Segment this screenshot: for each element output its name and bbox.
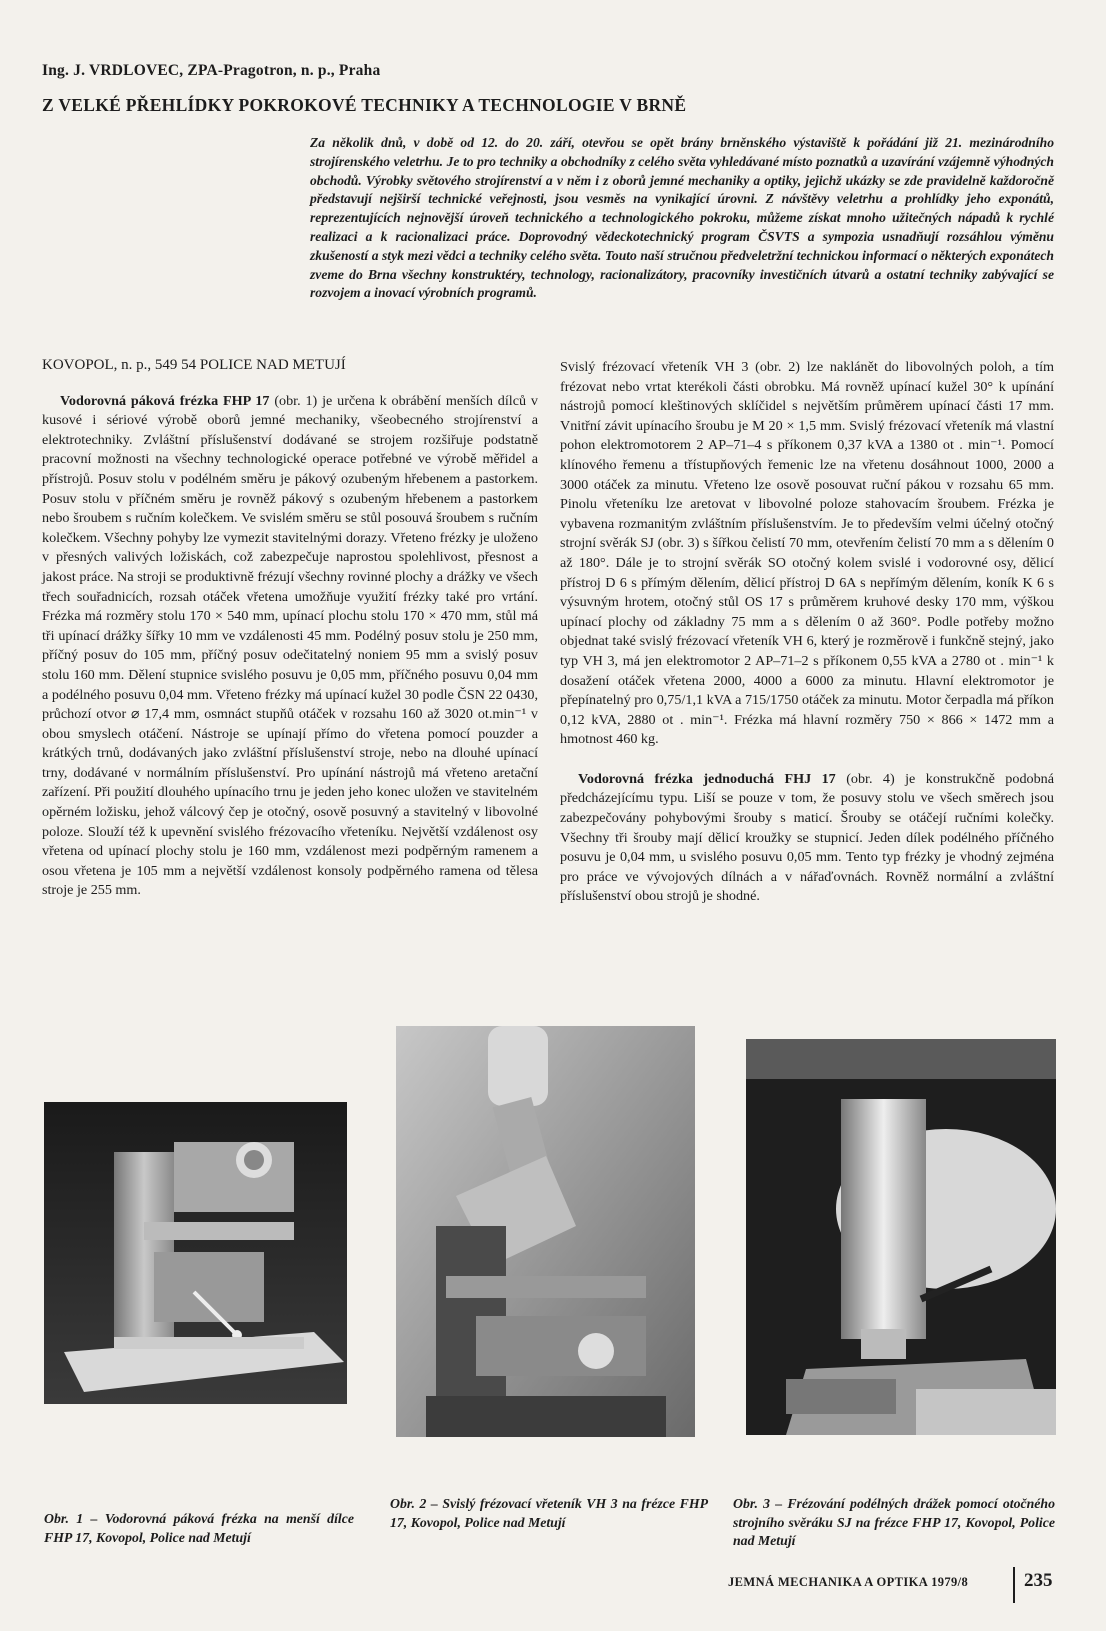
journal-footer: JEMNÁ MECHANIKA A OPTIKA 1979/8 xyxy=(728,1575,969,1589)
figure-2-photo xyxy=(396,1026,695,1437)
right-paragraph-2-text: (obr. 4) je konstrukčně podobná předcházejícímu typu. Liší se pouze v tom, že posuvy stolu ve všech směrech jsou zabezpečovány pohybovými šrouby s maticí. Šrouby se otáčejí ručními kolečky. Všechny tři šrouby mají dělicí kroužky se stupnicí. Jeden dílek podélného příčného posuvu je 0,04 mm, u svislého posuvu 0,05 mm. Tento typ frézky je vhodný zejména pro práce ve vývojových dílnách a v nářaďovnách. Rovněž normální a zvláštní příslušenství obou strojů je shodné. xyxy=(560,770,1054,905)
article-title: Z VELKÉ PŘEHLÍDKY POKROKOVÉ TECHNIKY A TECHNOLOGIE V BRNĚ xyxy=(42,95,687,115)
right-column xyxy=(560,358,1054,907)
figure-3-photo xyxy=(746,1039,1056,1435)
footer-divider xyxy=(1013,1567,1015,1603)
milling-machine-photo-2 xyxy=(396,1026,695,1437)
product-name-fhj17: Vodorovná frézka jednoduchá FHJ 17 xyxy=(578,770,836,787)
figure-2-caption: Obr. 2 – Svislý frézovací vřeteník VH 3 na frézce FHP 17, Kovopol, Police nad Metují xyxy=(390,1496,708,1530)
left-paragraph xyxy=(42,392,538,901)
left-column xyxy=(42,356,538,901)
author-line: Ing. J. VRDLOVEC, ZPA-Pragotron, n. p., Praha xyxy=(42,62,381,79)
right-paragraph-2 xyxy=(560,770,1054,907)
figure-1-photo xyxy=(44,1102,347,1404)
right-paragraph-1: Svislý frézovací vřeteník VH 3 (obr. 2) lze naklánět do libovolných poloh, a tím frézovat nebo vrtat kterékoli části obrobku. Má rovněž upínací kužel 30° k upínání nástrojů pomocí kleštinových sklíčidel s největším průměrem upínací části 17 mm. Vnitřní závit upínacího šroubu je M 20 × 1,5 mm. Svislý frézovací vřeteník má vlastní pohon elektromotorem 2 AP–71–4 s příkonem 0,37 kVA a 1380 ot . min⁻¹. Pomocí klínového řemenu a třístupňových řemenic lze na vřetenu dosáhnout 1000, 2000 a 3000 otáček za minutu. Vřeteno lze osově posouvat ruční pákou v rozsahu 65 mm. Pinolu vřeteníku lze aretovat v libovolné poloze stahovacím šroubem. Frézka je vybavena rozmanitým zvláštním příslušenstvím. Je to především velmi účelný otočný strojní svěrák SJ (obr. 3) s šířkou čelistí 70 mm, otevřením čelistí 70 mm a s dělením 0 až 180°. Dále je to strojní svěrák SO otočný kolem svislé i vodorovné osy, dělicí přístroj D 6 s přímým dělením, dělicí přístroj D 6A s nepřímým dělením, koník K 6 s výsuvným hrotem, otočný stůl OS 17 s průměrem kruhové desky 170 mm, výškou upínací plochy od základny 75 mm a s dělením 0 až 360°. Podle potřeby možno objednat také svislý frézovací vřeteník VH 6, který je rozměrově i funkčně stejný, jako typ VH 3, má jen elektromotor 2 AP–71–2 s příkonem 0,55 kVA a 2780 ot . min⁻¹ k dosažení otáček vřetena 2000, 4000 a 6000 za minutu. Hlavní elektromotor je přepínatelný pro 0,75/1,1 kVA a 715/1750 otáček za minutu. Motor čerpadla má příkon 0,12 kVA, 2880 ot . min⁻¹. Frézka má hlavní rozměry 750 × 866 × 1472 mm a hmotnost 460 kg. xyxy=(560,359,1054,748)
vise-milling-photo-3 xyxy=(746,1039,1056,1435)
page-number: 235 xyxy=(1024,1570,1053,1591)
left-paragraph-text: (obr. 1) je určena k obrábění menších dílců v kusové i sériové výrobě oborů jemné mechaniky, všeobecného strojírenství a elektrotechniky. Zvláštní příslušenství dodávané se strojem rozšiřuje podstatně pracovní možnosti na všechny technologické operace potřebné ve výrobě měřidel a přístrojů. Posuv stolu v podélném směru je pákový ozubeným hřebenem a pastorkem. Posuv stolu v příčném směru je rovněž pákový s ozubeným hřebenem a pastorkem nebo šroubem s ručním kolečkem. Ve svislém směru se stůl posouvá šroubem s ručním kolečkem. Všechny pohyby lze vymezit stavitelnými dorazy. Vřeteno frézky je uloženo v přesných valivých ložiskách, což zabezpečuje naprostou spolehlivost, přesnost a jakost práce. Na stroji se produktivně frézují všechny rovinné plochy a drážky ve všech třech souřadnicích, rozsah otáček vřetena umožňuje využití frézky také pro vrtání. Frézka má rozměry stolu 170 × 540 mm, upínací plochu stolu 170 × 470 mm, stůl má tři upínací drážky šířky 10 mm ve vzdálenosti 45 mm. Podélný posuv stolu je 250 mm, příčný posuv do 105 mm, příčný posuv odečitatelný noniem 95 mm a svislý posuv stolu 160 mm. Dělení stupnice svislého posuvu je 0,05 mm, příčného posuvu 0,04 mm a podélného posuvu 0,04 mm. Vřeteno frézky má upínací kužel 30 podle ČSN 22 0430, průchozí otvor ⌀ 17,4 mm, osmnáct stupňů otáček v rozsahu 160 až 3020 ot.min⁻¹ v obou smyslech otáčení. Nástroje se upínají přímo do vřetena pomocí pouzder a krátkých trnů, dodávaných jako zvláštní příslušenství stroje, nebo na dlouhé upínací trny, dodávané v normálním příslušenství. Pro upínání nástrojů má vřeteno aretační zařízení. Při použití dlouhého upínacího trnu je jeden jeho konec uložen ve stavitelném opěrném ložisku, jehož válcový čep je otočný, osově posuvný a stavitelný v libovolné poloze. Slouží též k upevnění svislého frézovacího vřeteníku. Největší vzdálenost osy vřetena od upínací plochy stolu je 160 mm, vzdálenost mezi podpěrným ramenem a osou vřetena je 105 mm a největší vzdálenost konsoly podpěrného ramena od tělesa stroje je 255 mm. xyxy=(42,392,538,899)
milling-machine-photo-1 xyxy=(44,1102,347,1404)
figure-1-caption: Obr. 1 – Vodorovná páková frézka na menší dílce FHP 17, Kovopol, Police nad Metují xyxy=(44,1511,354,1545)
company-heading: KOVOPOL, n. p., 549 54 POLICE NAD METUJÍ xyxy=(42,357,346,373)
figure-3-caption: Obr. 3 – Frézování podélných drážek pomocí otočného strojního svěráku SJ na frézce FHP 17, Kovopol, Police nad Metují xyxy=(733,1496,1055,1548)
product-name-fhp17: Vodorovná páková frézka FHP 17 xyxy=(60,392,270,409)
intro-text: Za několik dnů, v době od 12. do 20. září, otevřou se opět brány brněnského výstaviště k pořádání již 21. mezinárodního strojírenského veletrhu. Je to pro techniky a obchodníky z celého světa vyhledávané místo poznatků a uzavírání vzájemně výhodných obchodů. Výrobky světového strojírenství a v něm i z oborů jemné mechaniky a optiky, jejichž ukázky se zde pravidelně každoročně představují nejširší technické veřejnosti, jsou vesměs na vynikající úrovni. Z návštěvy veletrhu a prohlídky jeho exponátů, reprezentujících nejnovější úroveň technického a technologického pokroku, můžeme získat mnoho užitečných nápadů k rychlé realizaci a k racionalizaci práce. Doprovodný vědeckotechnický program ČSVTS a sympozia usnadňují rozsáhlou výměnu zkušeností a styk mezi vědci a techniky celého světa. Touto naší stručnou předveletržní technickou informací o některých exponátech zveme do Brna všechny konstruktéry, technology, racionalizátory, pracovníky investičních útvarů a ostatní techniky zabývající se rozvojem a inovací výrobních programů. xyxy=(310,135,1054,301)
article-intro xyxy=(310,134,1054,303)
